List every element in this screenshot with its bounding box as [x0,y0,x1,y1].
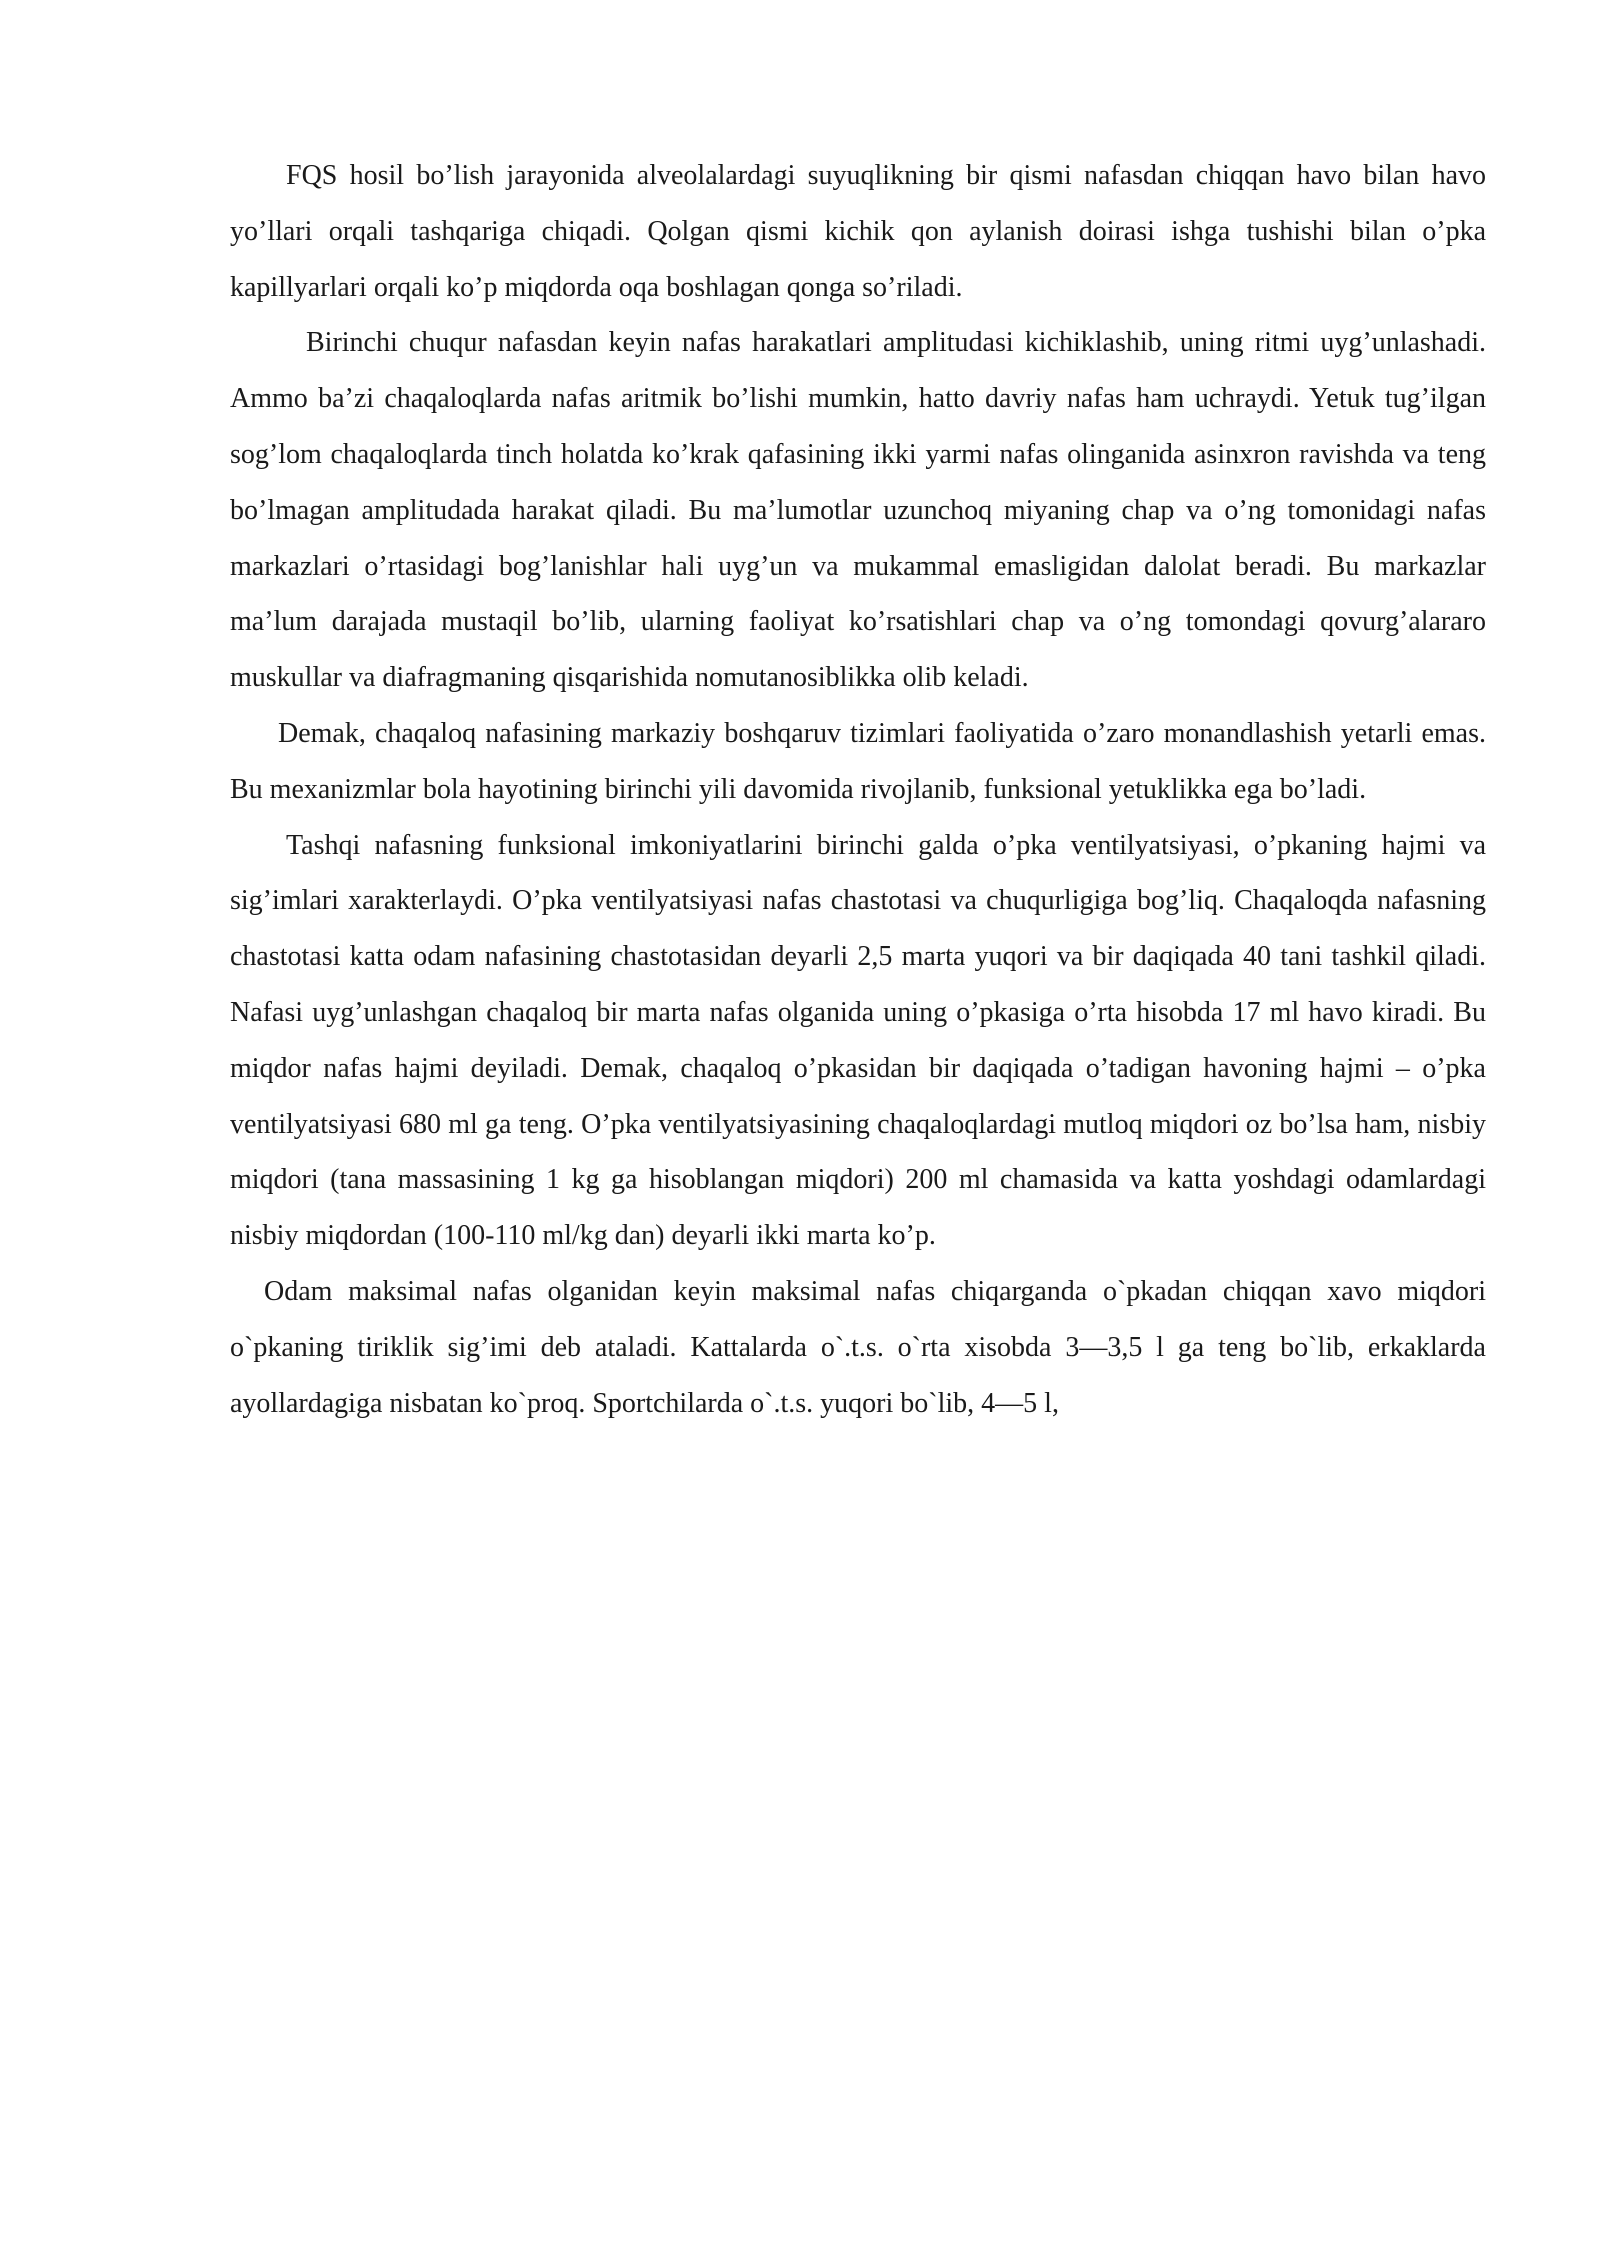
paragraph-first-breath: Birinchi chuqur nafasdan keyin nafas harakatlari amplitudasi kichiklashib, uning ritmi uyg’unlashadi. Ammo ba’zi chaqaloqlarda nafas aritmik bo’lishi mumkin, hatto davriy nafas ham uchraydi. Yetuk tug’ilgan sog’lom chaqaloqlarda tinch holatda ko’krak qafasining ikki yarmi nafas olinganida asinxron ravishda va teng bo’lmagan amplitudada harakat qiladi. Bu ma’lumotlar uzunchoq miyaning chap va o’ng tomonidagi nafas markazlari o’rtasidagi bog’lanishlar hali uyg’un va mukammal emasligidan dalolat beradi. Bu markazlar ma’lum darajada mustaqil bo’lib, ularning faoliyat ko’rsatishlari chap va o’ng tomondagi qovurg’alararo muskullar va diafragmaning qisqarishida nomutanosiblikka olib keladi. [230,327,1486,694]
paragraph-fqs-formation: FQS hosil bo’lish jarayonida alveolalardagi suyuqlikning bir qismi nafasdan chiqqan havo bilan havo yo’llari orqali tashqariga chiqadi. Qolgan qismi kichik qon aylanish doirasi ishga tushishi bilan o’pka kapillyarlari orqali ko’p miqdorda oqa boshlagan qonga so’riladi. [230,160,1486,303]
document-body [230,148,1486,1431]
paragraph-lung-ventilation: Tashqi nafasning funksional imkoniyatlarini birinchi galda o’pka ventilyatsiyasi, o’pkaning hajmi va sig’imlari xarakterlaydi. O’pka ventilyatsiyasi nafas chastotasi va chuqurligiga bog’liq. Chaqaloqda nafasning chastotasi katta odam nafasining chastotasidan deyarli 2,5 marta yuqori va bir daqiqada 40 tani tashkil qiladi. Nafasi uyg’unlashgan chaqaloq bir marta nafas olganida uning o’pkasiga o’rta hisobda 17 ml havo kiradi. Bu miqdor nafas hajmi deyiladi. Demak, chaqaloq o’pkasidan bir daqiqada o’tadigan havoning hajmi – o’pka ventilyatsiyasi 680 ml ga teng. O’pka ventilyatsiyasining chaqaloqlardagi mutloq miqdori oz bo’lsa ham, nisbiy miqdori (tana massasining 1 kg ga hisoblangan miqdori) 200 ml chamasida va katta yoshdagi odamlardagi nisbiy miqdordan (100-110 ml/kg dan) deyarli ikki marta ko’p. [230,829,1486,1252]
paragraph-central-regulation: Demak, chaqaloq nafasining markaziy boshqaruv tizimlari faoliyatida o’zaro monandlashish yetarli emas. Bu mexanizmlar bola hayotining birinchi yili davomida rivojlanib, funksional yetuklikka ega bo’ladi. [230,717,1486,805]
paragraph-vital-capacity: Odam maksimal nafas olganidan keyin maksimal nafas chiqarganda o`pkadan chiqqan xavo miqdori o`pkaning tiriklik sig’imi deb ataladi. Kattalarda o`.t.s. o`rta xisobda 3—3,5 l ga teng bo`lib, erkaklarda ayollardagiga nisbatan ko`proq. Sportchilarda o`.t.s. yuqori bo`lib, 4—5 l, [230,1275,1486,1419]
